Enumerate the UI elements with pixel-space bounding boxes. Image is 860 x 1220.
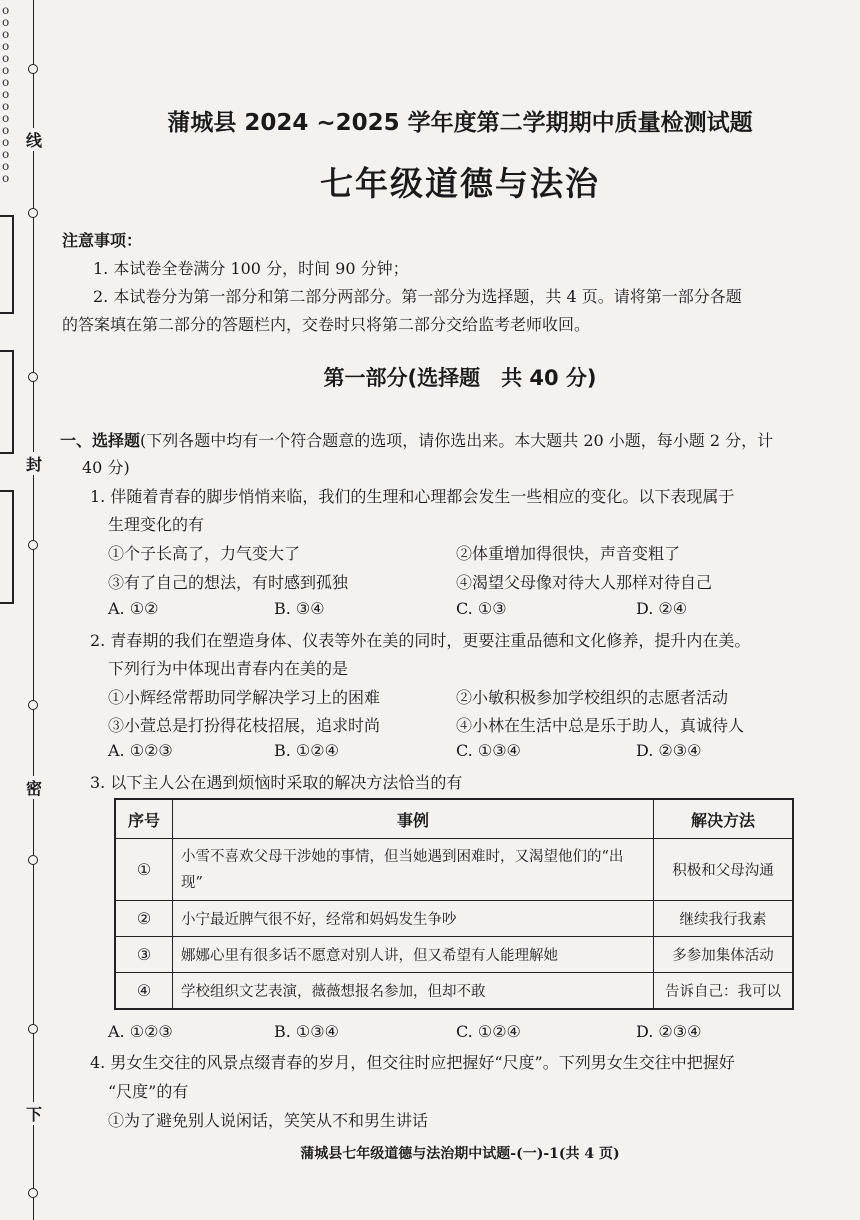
section-intro-cont: 40 分): [82, 458, 130, 477]
q3-option-a: A. ①②③: [108, 1022, 173, 1041]
row-case: 小雪不喜欢父母干涉她的事情，但当她遇到困难时，又渴望他们的“出现”: [173, 839, 654, 901]
q1-statement-2: ②体重增加得很快，声音变粗了: [456, 544, 681, 563]
q2-statement-2: ②小敏积极参加学校组织的志愿者活动: [456, 688, 729, 707]
section-instructions: (下列各题中均有一个符合题意的选项，请你选出来。本大题共 20 小题，每小题 2 分，计: [140, 431, 774, 450]
table-header-row: [115, 799, 793, 839]
q3-stem: 3. 以下主人公在遇到烦恼时采取的解决方法恰当的有: [90, 773, 463, 792]
col-header-case: 事例: [173, 799, 654, 839]
binding-circle: [28, 855, 38, 865]
q1-stem-cont: 生理变化的有: [108, 515, 205, 534]
row-method: 继续我行我素: [654, 901, 794, 937]
q2-statement-1: ①小辉经常帮助同学解决学习上的困难: [108, 688, 381, 707]
binding-circle: [28, 700, 38, 710]
q2-option-b: B. ①②④: [274, 741, 339, 760]
q3-option-c: C. ①②④: [456, 1022, 521, 1041]
table-row: [115, 937, 793, 973]
q2-option-d: D. ②③④: [636, 741, 702, 760]
seal-char-xia: 下: [24, 1102, 44, 1125]
col-header-no: 序号: [115, 799, 173, 839]
binding-circle: [28, 540, 38, 550]
row-case: 小宁最近脾气很不好，经常和妈妈发生争吵: [173, 901, 654, 937]
exam-title: 蒲城县 2024 ~2025 学年度第二学期期中质量检测试题: [167, 110, 753, 136]
q2-option-a: A. ①②③: [108, 741, 173, 760]
section-intro: [60, 428, 773, 451]
row-method: 积极和父母沟通: [654, 839, 794, 901]
punch-dots: o o o o o o o o o o o o o o o: [2, 3, 10, 185]
binding-circle: [28, 1024, 38, 1034]
binding-margin: [0, 0, 60, 1220]
row-no: ①: [115, 839, 173, 901]
q1-statement-1: ①个子长高了，力气变大了: [108, 544, 301, 563]
q3-option-d: D. ②③④: [636, 1022, 702, 1041]
q1-option-b: B. ③④: [274, 599, 325, 618]
table-row: [115, 901, 793, 937]
seal-char-mi: 密: [24, 776, 44, 799]
row-method: 多参加集体活动: [654, 937, 794, 973]
notice-item-2: 2. 本试卷分为第一部分和第二部分两部分。第一部分为选择题，共 4 页。请将第一部分各题: [93, 287, 742, 306]
q2-statement-4: ④小林在生活中总是乐于助人，真诚待人: [456, 716, 745, 735]
q1-stem: 1. 伴随着青春的脚步悄悄来临，我们的生理和心理都会发生一些相应的变化。以下表现属于: [90, 487, 735, 506]
q2-statement-3: ③小萱总是打扮得花枝招展，追求时尚: [108, 716, 381, 735]
seal-char-feng: 封: [24, 452, 44, 475]
q2-option-c: C. ①③④: [456, 741, 521, 760]
q1-option-d: D. ②④: [636, 599, 688, 618]
col-header-method: 解决方法: [654, 799, 794, 839]
notice-item-2-cont: 的答案填在第二部分的答题栏内，交卷时只将第二部分交给监考老师收回。: [62, 315, 591, 334]
binding-circle: [28, 372, 38, 382]
q2-stem-cont: 下列行为中体现出青春内在美的是: [108, 659, 349, 678]
row-case: 学校组织文艺表演，薇薇想报名参加，但却不敢: [173, 973, 654, 1009]
notice-heading: 注意事项：: [62, 231, 143, 250]
seal-line: [33, 0, 34, 1220]
q1-option-c: C. ①③: [456, 599, 507, 618]
binding-circle: [28, 208, 38, 218]
q4-statement-1: ①为了避免别人说闲话，笑笑从不和男生讲话: [108, 1111, 429, 1130]
q3-option-b: B. ①③④: [274, 1022, 339, 1041]
binding-bracket: [0, 490, 14, 604]
binding-bracket: [0, 350, 14, 454]
q3-case-table: [114, 798, 794, 1010]
q1-statement-4: ④渴望父母像对待大人那样对待自己: [456, 573, 713, 592]
q2-stem: 2. 青春期的我们在塑造身体、仪表等外在美的同时，更要注重品德和文化修养，提升内在美。: [90, 631, 751, 650]
binding-circle: [28, 1188, 38, 1198]
row-method: 告诉自己：我可以: [654, 973, 794, 1009]
notice-item-1: 1. 本试卷全卷满分 100 分，时间 90 分钟；: [93, 259, 409, 278]
table-row: [115, 839, 793, 901]
section-label: 一、选择题: [60, 431, 141, 450]
table-row: [115, 973, 793, 1009]
row-no: ②: [115, 901, 173, 937]
q1-statement-3: ③有了自己的想法，有时感到孤独: [108, 573, 349, 592]
row-no: ④: [115, 973, 173, 1009]
q4-stem: 4. 男女生交往的风景点缀青春的岁月，但交往时应把握好“尺度”。下列男女生交往中把握好: [90, 1053, 735, 1072]
q1-option-a: A. ①②: [108, 599, 159, 618]
part-one-heading: 第一部分(选择题 共 40 分): [323, 366, 597, 390]
q4-stem-cont: “尺度”的有: [108, 1082, 189, 1101]
page-footer: 蒲城县七年级道德与法治期中试题-(一)-1(共 4 页): [300, 1146, 620, 1162]
subject-title: 七年级道德与法治: [320, 164, 600, 203]
binding-circle: [28, 64, 38, 74]
row-case: 娜娜心里有很多话不愿意对别人讲，但又希望有人能理解她: [173, 937, 654, 973]
binding-bracket: [0, 215, 14, 314]
seal-char-xian: 线: [24, 128, 44, 151]
row-no: ③: [115, 937, 173, 973]
